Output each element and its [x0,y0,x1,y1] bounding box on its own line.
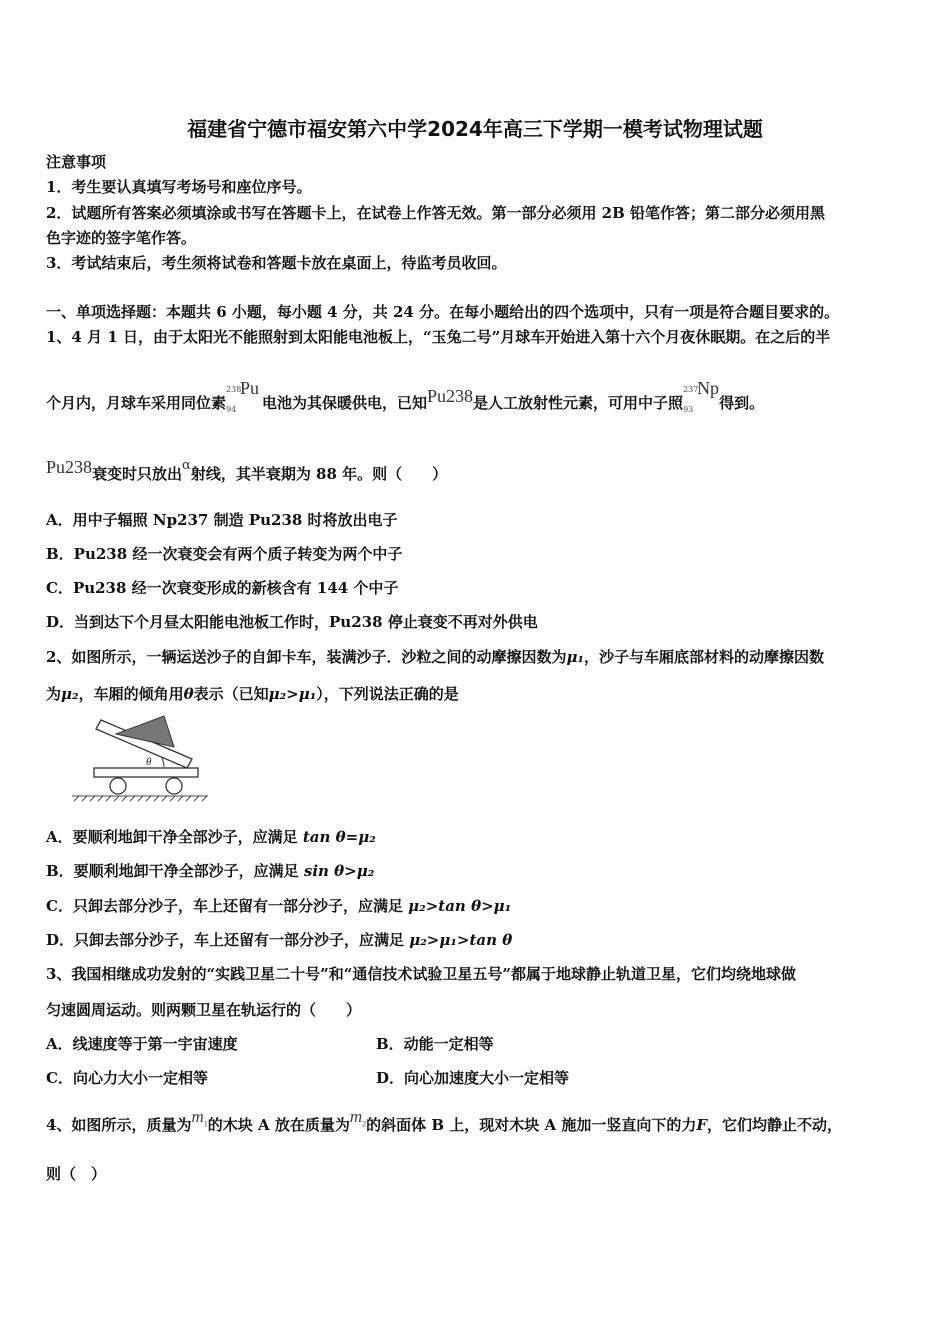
pu238-isotope-symbol: 238 94 Pu [226,378,260,414]
condition-expr: μ₂>μ₁ [268,685,317,703]
notice-item-3: 3．考试结束后，考生须将试卷和答题卡放在桌面上，待监考员收回。 [46,254,507,272]
theta-label: θ [146,756,152,768]
q1-text-d: 得到。 [719,394,765,412]
q3-option-a: A．线速度等于第一宇宙速度 [46,1035,238,1053]
q3-options-row1 [46,1034,910,1054]
mu1-symbol: μ₁ [566,648,585,666]
q1-line3 [46,457,910,486]
wheel-right [166,778,182,794]
q1-text-c: 是人工放射性元素，可用中子照 [473,394,684,412]
q4-line2: 则（ ） [46,1165,107,1183]
q3-option-c: C．向心力大小一定相等 [46,1069,208,1087]
angle-arc [162,758,164,767]
alpha-symbol: α [182,458,191,473]
q3-option-b: B．动能一定相等 [376,1035,494,1053]
q4-line1: 4、如图所示，质量为$m_1$的木块 A 放在质量为$m_2$的斜面体 B 上，现对木块 A 施加一竖直向下的力F，它们均静止不动， [46,1107,842,1134]
wheel-left [110,778,126,794]
q3-line2: 匀速圆周运动。则两颗卫星在轨运行的（ ） [46,1001,362,1019]
page-title: 福建省宁德市福安第六中学2024年高三下学期一模考试物理试题 [187,117,763,141]
q1-text-f: 射线，其半衰期为 88 年。则（ ） [190,465,448,483]
q1-option-c: C．Pu238 经一次衰变形成的新核含有 144 个中子 [46,579,399,597]
q2-option-d: D．只卸去部分沙子，车上还留有一部分沙子，应满足 μ₂>μ₁>tan θ [46,931,513,949]
mu2-symbol: μ₂ [61,685,79,703]
q1-option-d: D．当到达下个月昼太阳能电池板工作时，Pu238 停止衰变不再对外供电 [46,613,538,631]
pu238-inline: Pu238 [427,386,474,406]
pu238-inline-2: Pu238 [46,457,93,477]
q1-line2 [46,378,910,414]
notice-item-2-cont: 色字迹的签字笔作答。 [46,229,197,247]
force-symbol: F [696,1116,707,1134]
q2-option-c: C．只卸去部分沙子，车上还留有一部分沙子，应满足 μ₂>tan θ>μ₁ [46,897,512,915]
q2-line1: 2、如图所示，一辆运送沙子的自卸卡车，装满沙子．沙粒之间的动摩擦因数为μ₁，沙子与车厢底部材料的动摩擦因数 [46,648,825,666]
theta-symbol: θ [183,685,194,703]
notice-item-1: 1．考生要认真填写考场号和座位序号。 [46,178,312,196]
m2-symbol: $m_2$ [349,1107,367,1129]
q3-options-row2 [46,1068,910,1088]
notice-item-2: 2．试题所有答案必须填涂或书写在答题卡上，在试卷上作答无效。第一部分必须用 2B 铅笔作答；第二部分必须用黑 [46,204,826,222]
q3-option-d: D．向心加速度大小一定相等 [376,1069,570,1087]
q1-option-b: B．Pu238 经一次衰变会有两个质子转变为两个中子 [46,545,403,563]
truck-chassis [94,768,198,777]
section-heading: 一、单项选择题：本题共 6 小题，每小题 4 分，共 24 分。在每小题给出的四个选项中，只有一项是符合题目要求的。 [46,303,840,321]
q1-text-a: 个月内，月球车采用同位素 [46,394,227,412]
q1-text-b: 电池为其保暖供电，已知 [262,394,428,412]
np237-isotope-symbol: 237 93 Np [683,378,720,414]
q1-text-e: 衰变时只放出 [92,465,183,483]
q1-option-a: A．用中子辐照 Np237 制造 Pu238 时将放出电子 [46,511,398,529]
q2-option-b: B．要顺利地卸干净全部沙子，应满足 sin θ>μ₂ [46,862,375,880]
q1-line1: 1、4 月 1 日，由于太阳光不能照射到太阳能电池板上，“玉兔二号”月球车开始进入第十六个月夜休眠期。在之后的半 [46,328,831,346]
notice-heading: 注意事项 [46,153,107,171]
m1-symbol: $m_1$ [191,1107,208,1129]
q3-line1: 3、我国相继成功发射的“实践卫星二十号”和“通信技术试验卫星五号”都属于地球静止轨道卫星，它们均绕地球做 [46,965,796,983]
ground-hatching [72,796,208,801]
q2-line2: 为μ₂，车厢的倾角用θ表示（已知μ₂>μ₁），下列说法正确的是 [46,685,459,703]
dump-truck-figure [68,712,213,804]
q2-option-a: A．要顺利地卸干净全部沙子，应满足 tan θ=μ₂ [46,828,376,846]
